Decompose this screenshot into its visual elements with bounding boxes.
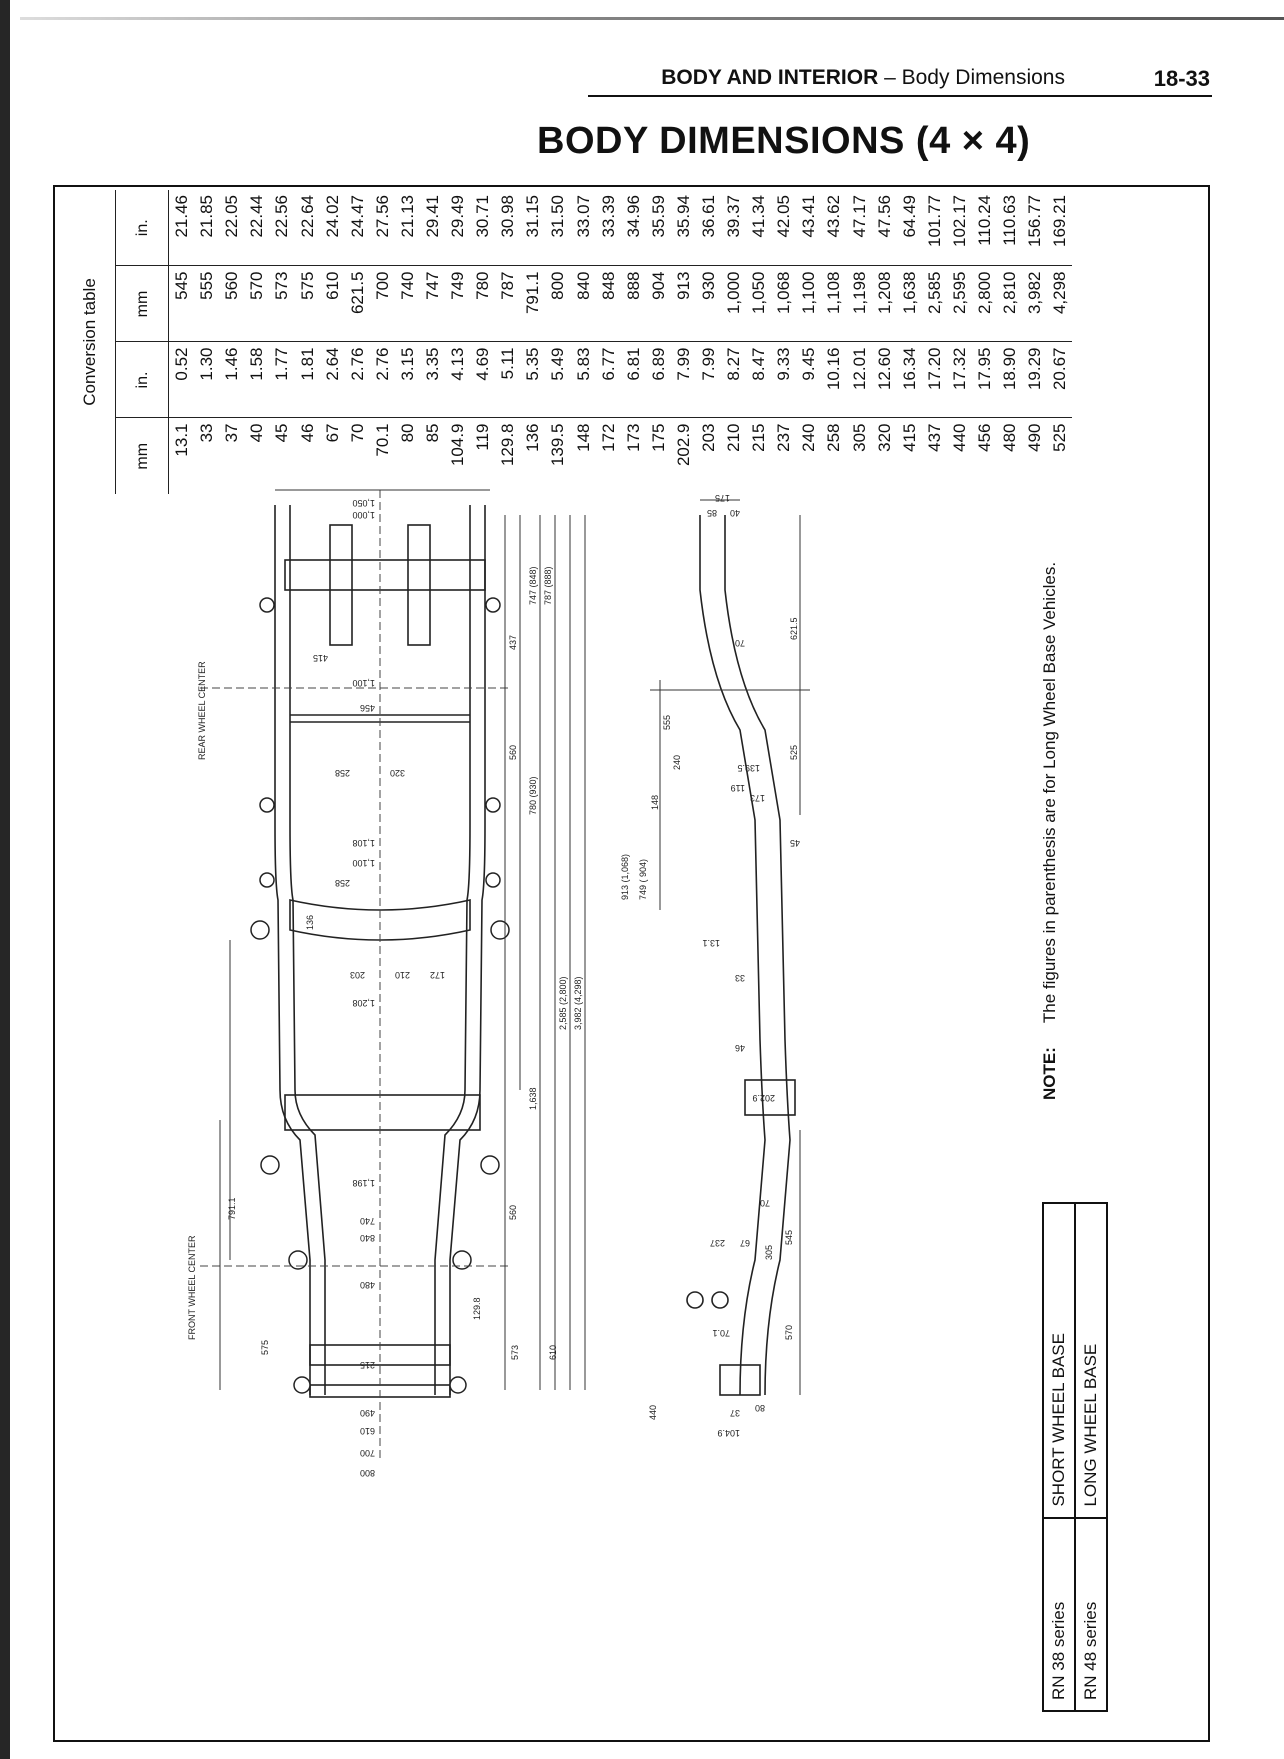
series-row [1043,1203,1075,1711]
conversion-cell: 621.5 [345,266,370,342]
conversion-cell: 4.13 [445,342,470,418]
conversion-cell: 17.95 [972,342,997,418]
conversion-cell: 555 [194,266,219,342]
conversion-cell: 437 [924,423,944,452]
conversion-cell: 35.94 [671,190,696,266]
side-view-dims [650,500,810,1395]
conversion-cell: 791.1 [520,266,545,342]
conversion-cell: 560 [219,266,244,342]
dim-787: 787 (888) [543,566,553,605]
dim-175: 175 [714,493,730,503]
dim-46: 46 [734,1043,745,1053]
dim-40: 40 [729,508,740,518]
conversion-cell: 64.49 [897,190,922,266]
dim-1100b: 1,100 [352,858,375,868]
conversion-caption-row [63,190,116,494]
conversion-cell: 39.37 [721,190,746,266]
dim-237: 237 [709,1238,725,1248]
conversion-cell: 37 [222,423,242,443]
dim-749: 749 ( 904) [638,858,648,900]
conversion-cell: 2,595 [947,266,972,342]
dim-575: 575 [260,1339,270,1355]
conversion-row [1047,190,1072,494]
conversion-cell: 41.34 [746,190,771,266]
conversion-cell: 45 [272,423,292,443]
conversion-cell: 258 [824,423,844,452]
dim-800: 800 [359,1468,375,1478]
conversion-cell: 42.05 [771,190,796,266]
dim-545: 545 [784,1229,794,1245]
dim-440: 440 [648,1404,658,1420]
conversion-cell: 440 [949,423,969,452]
dim-560b: 560 [508,744,518,760]
conversion-cell: 490 [1025,423,1045,452]
conversion-cell: 6.81 [621,342,646,418]
scan-top-line [20,17,1284,20]
dim-203: 203 [349,970,365,980]
conversion-cell: 34.96 [621,190,646,266]
conversion-cell: 5.35 [520,342,545,418]
conversion-cell: 913 [671,266,696,342]
dim-202-9: 202.9 [752,1093,775,1103]
series-rn48: RN 48 series [1075,1518,1107,1711]
conversion-cell: 888 [621,266,646,342]
conversion-cell: 2.64 [320,342,345,418]
conversion-cell: 2,800 [972,266,997,342]
conversion-cell: 10.16 [821,342,846,418]
conversion-cell: 1,068 [771,266,796,342]
column-header: in. [116,190,169,266]
conversion-cell: 47.17 [847,190,872,266]
conversion-cell: 22.44 [244,190,269,266]
running-header [570,66,1210,96]
conversion-cell: 33.39 [596,190,621,266]
conversion-cell: 46 [297,423,317,443]
dim-210: 210 [394,970,410,980]
conversion-cell: 104.9 [448,423,468,467]
conversion-caption: Conversion table [63,190,116,494]
conversion-cell: 780 [470,266,495,342]
front-wheel-center-label: FRONT WHEEL CENTER [187,1235,197,1340]
dim-70a: 70 [734,638,745,648]
page-number: 18-33 [1153,66,1210,91]
conversion-cell: 173 [623,423,643,452]
conversion-cell: 30.71 [470,190,495,266]
conversion-cell: 8.27 [721,342,746,418]
dim-1108: 1,108 [352,838,375,848]
dim-570: 570 [784,1324,794,1340]
conversion-cell: 20.67 [1047,342,1072,418]
conversion-cell: 33.07 [571,190,596,266]
conversion-cell: 102.17 [947,190,972,266]
conversion-cell: 36.61 [696,190,721,266]
dim-780: 780 (930) [528,776,538,815]
series-rn48-desc: LONG WHEEL BASE [1075,1203,1107,1518]
dim-320: 320 [389,768,405,778]
note-wrap [1040,540,1074,1100]
dim-305: 305 [764,1244,774,1260]
dim-1100a: 1,100 [352,678,375,688]
dim-13-1: 13.1 [702,938,720,948]
conversion-cell: 787 [495,266,520,342]
conversion-cell: 1,108 [821,266,846,342]
dim-555: 555 [662,714,672,730]
conversion-cell: 848 [596,266,621,342]
column-header: mm [116,418,169,494]
conversion-cell: 101.77 [922,190,947,266]
dim-490: 490 [359,1408,375,1418]
conversion-cell: 700 [370,266,395,342]
conversion-cell: 203 [699,423,719,452]
conversion-cell: 156.77 [1022,190,1047,266]
conversion-cell: 747 [420,266,445,342]
dim-610b: 610 [548,1344,558,1360]
conversion-cell: 19.29 [1022,342,1047,418]
conversion-cell: 305 [849,423,869,452]
conversion-cell: 240 [799,423,819,452]
conversion-cell: 1.81 [294,342,319,418]
conversion-cell: 3,982 [1022,266,1047,342]
conversion-cell: 456 [975,423,995,452]
conversion-cell: 1,050 [746,266,771,342]
conversion-cell: 17.32 [947,342,972,418]
dim-1050: 1,050 [352,498,375,508]
page-edge [0,0,10,1759]
conversion-cell: 3.35 [420,342,445,418]
section-rest: – Body Dimensions [878,66,1065,89]
conversion-cell: 129.8 [498,423,518,467]
conversion-cell: 70 [347,423,367,443]
section-title [661,66,1065,90]
conversion-cell: 18.90 [997,342,1022,418]
dim-610a: 610 [359,1426,375,1436]
conversion-cell: 7.99 [671,342,696,418]
dim-129-8: 129.8 [472,1297,482,1320]
dim-3982: 3,982 (4,298) [573,976,583,1030]
dim-139-5: 139.5 [737,763,760,773]
dim-573: 573 [510,1344,520,1360]
conversion-cell: 12.60 [872,342,897,418]
dim-621-5: 621.5 [789,617,799,640]
conversion-cell: 136 [523,423,543,452]
dim-1208: 1,208 [352,998,375,1008]
conversion-cell: 6.77 [596,342,621,418]
conversion-cell: 480 [1000,423,1020,452]
conversion-cell: 570 [244,266,269,342]
conversion-cell: 47.56 [872,190,897,266]
conversion-cell: 2.76 [345,342,370,418]
conversion-cell: 21.85 [194,190,219,266]
dim-258b: 258 [334,878,350,888]
dimension-lines [220,490,660,1390]
conversion-cell: 21.13 [395,190,420,266]
conversion-cell: 29.49 [445,190,470,266]
conversion-header-row [116,190,169,494]
conversion-cell: 30.98 [495,190,520,266]
dim-840: 840 [359,1233,375,1243]
dim-136: 136 [305,914,315,930]
conversion-cell: 43.62 [821,190,846,266]
dim-172: 172 [429,970,445,980]
dim-2585: 2,585 (2,800) [558,976,568,1030]
conversion-cell: 749 [445,266,470,342]
conversion-cell: 800 [545,266,570,342]
dim-258a: 258 [334,768,350,778]
conversion-cell: 1,638 [897,266,922,342]
conversion-cell: 22.05 [219,190,244,266]
frame-diagram [180,260,1010,1525]
conversion-cell: 139.5 [548,423,568,467]
conversion-cell: 1,000 [721,266,746,342]
conversion-cell: 27.56 [370,190,395,266]
conversion-cell: 5.11 [495,342,520,418]
conversion-cell: 840 [571,266,596,342]
conversion-cell: 215 [749,423,769,452]
dim-37: 37 [729,1408,740,1418]
conversion-cell: 5.83 [571,342,596,418]
dim-1000: 1,000 [352,510,375,520]
conversion-cell: 904 [646,266,671,342]
conversion-cell: 31.50 [545,190,570,266]
dim-148: 148 [650,794,660,810]
conversion-cell: 5.49 [545,342,570,418]
section-bold: BODY AND INTERIOR [661,66,879,89]
column-header: in. [116,342,169,418]
dim-70b: 70 [759,1198,770,1208]
conversion-cell: 930 [696,266,721,342]
conversion-cell: 573 [269,266,294,342]
conversion-cell: 13.1 [172,423,192,457]
conversion-cell: 1.30 [194,342,219,418]
conversion-cell: 43.41 [796,190,821,266]
conversion-cell: 29.41 [420,190,445,266]
dim-437: 437 [508,634,518,650]
dim-240: 240 [672,754,682,770]
conversion-cell: 0.52 [169,342,195,418]
conversion-cell: 1,208 [872,266,897,342]
series-table-wrap [1042,1202,1106,1712]
conversion-cell: 1.77 [269,342,294,418]
dim-415: 415 [312,653,328,663]
conversion-cell: 16.34 [897,342,922,418]
conversion-cell: 4.69 [470,342,495,418]
conversion-cell: 175 [648,423,668,452]
conversion-cell: 33 [197,423,217,443]
dim-85: 85 [706,508,717,518]
dim-1638: 1,638 [528,1087,538,1110]
conversion-cell: 1.46 [219,342,244,418]
dim-913: 913 (1,068) [620,853,630,900]
conversion-cell: 8.47 [746,342,771,418]
rear-wheel-center-label: REAR WHEEL CENTER [197,661,207,760]
conversion-cell: 545 [169,266,195,342]
conversion-cell: 21.46 [169,190,195,266]
dim-791-1: 791.1 [227,1197,237,1220]
dim-67: 67 [739,1238,750,1248]
dim-80: 80 [754,1403,765,1413]
column-header: mm [116,266,169,342]
dim-456: 456 [359,703,375,713]
dim-747: 747 (848) [528,566,538,605]
conversion-cell: 67 [322,423,342,443]
dim-70-1: 70.1 [712,1328,730,1338]
conversion-cell: 35.59 [646,190,671,266]
dim-480: 480 [359,1280,375,1290]
conversion-cell: 237 [774,423,794,452]
conversion-cell: 4,298 [1047,266,1072,342]
conversion-cell: 415 [899,423,919,452]
conversion-cell: 12.01 [847,342,872,418]
dim-104-9: 104.9 [717,1428,740,1438]
conversion-cell: 119 [473,423,493,451]
conversion-cell: 110.24 [972,190,997,266]
dim-119: 119 [730,783,745,793]
note [1040,540,1060,1100]
dim-740: 740 [359,1216,375,1226]
conversion-cell: 24.02 [320,190,345,266]
conversion-cell: 202.9 [673,423,693,467]
page-title: BODY DIMENSIONS (4 × 4) [537,120,1031,162]
conversion-cell: 40 [247,423,267,443]
dim-215: 215 [359,1360,375,1370]
dim-33: 33 [734,973,745,983]
series-table [1042,1202,1108,1712]
conversion-cell: 80 [397,423,417,443]
conversion-cell: 320 [874,423,894,452]
dim-173: 173 [749,793,765,803]
conversion-cell: 169.21 [1047,190,1072,266]
conversion-cell: 22.56 [269,190,294,266]
conversion-cell: 2,585 [922,266,947,342]
series-rn38: RN 38 series [1043,1518,1075,1711]
conversion-cell: 3.15 [395,342,420,418]
series-row [1075,1203,1107,1711]
conversion-cell: 24.47 [345,190,370,266]
dim-45: 45 [789,838,800,848]
conversion-cell: 110.63 [997,190,1022,266]
conversion-cell: 22.64 [294,190,319,266]
conversion-cell: 70.1 [372,423,392,457]
conversion-cell: 6.89 [646,342,671,418]
dim-525: 525 [789,744,799,760]
header-rule [588,95,1212,97]
conversion-cell: 9.45 [796,342,821,418]
conversion-cell: 575 [294,266,319,342]
conversion-cell: 85 [422,423,442,443]
conversion-cell: 210 [724,423,744,452]
conversion-cell: 2,810 [997,266,1022,342]
conversion-cell: 9.33 [771,342,796,418]
dim-700: 700 [359,1448,375,1458]
conversion-cell: 610 [320,266,345,342]
conversion-cell: 31.15 [520,190,545,266]
series-rn38-desc: SHORT WHEEL BASE [1043,1203,1075,1518]
conversion-cell: 7.99 [696,342,721,418]
dim-1198: 1,198 [352,1178,375,1188]
conversion-cell: 17.20 [922,342,947,418]
conversion-cell: 172 [598,423,618,452]
conversion-cell: 740 [395,266,420,342]
conversion-row [1022,190,1047,494]
conversion-cell: 525 [1050,423,1070,452]
conversion-cell: 1,100 [796,266,821,342]
conversion-cell: 1,198 [847,266,872,342]
dim-560a: 560 [508,1204,518,1220]
note-label: NOTE: [1040,1047,1059,1100]
conversion-cell: 1.58 [244,342,269,418]
conversion-cell: 148 [573,423,593,452]
note-text: The figures in parenthesis are for Long Wheel Base Vehicles. [1040,561,1059,1024]
conversion-cell: 2.76 [370,342,395,418]
